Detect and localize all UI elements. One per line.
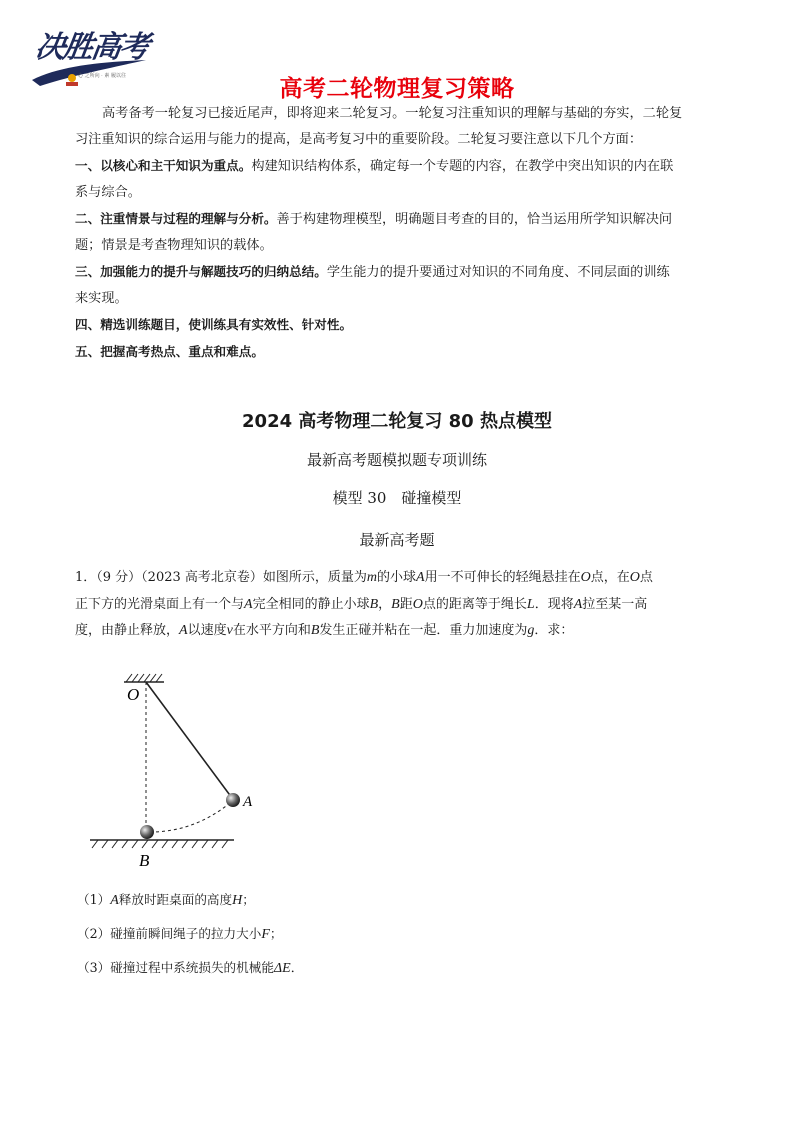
page-title: 高考二轮物理复习策略 bbox=[279, 76, 515, 102]
sub-question: （1）A释放时距桌面的高度H； bbox=[77, 892, 255, 908]
ball-B bbox=[140, 825, 154, 839]
point-item bbox=[75, 206, 725, 233]
point-heading: 四、精选训练题目，使训练具有实效性、针对性。 bbox=[75, 317, 353, 332]
arc-path bbox=[150, 803, 230, 832]
ceiling-hatch bbox=[124, 674, 164, 682]
sub-question: （3）碰撞过程中系统损失的机械能ΔE． bbox=[77, 960, 304, 976]
intro-paragraph bbox=[75, 101, 725, 153]
point-heading: 三、加强能力的提升与解题技巧的归纳总结。 bbox=[75, 264, 327, 279]
logo-text: 决胜高考 bbox=[33, 30, 150, 65]
point-heading: 五、把握高考热点、重点和难点。 bbox=[75, 344, 264, 359]
table-hatch bbox=[90, 840, 234, 848]
point-heading: 一、以核心和主干知识为重点。 bbox=[75, 158, 252, 173]
point-item bbox=[75, 339, 725, 366]
point-text-cont: 来实现。 bbox=[75, 291, 128, 306]
point-item bbox=[75, 312, 725, 339]
pendulum-diagram bbox=[84, 670, 274, 870]
question-1 bbox=[75, 565, 725, 645]
label-O: O bbox=[127, 685, 140, 704]
point-text: 构建知识结构体系，确定每一个专题的内容，在教学中突出知识的内在联 bbox=[251, 159, 674, 174]
question-line: 1．（9 分）（2023 高考北京卷）如图所示，质量为m的小球A用一不可伸长的轻绳悬挂在O点，在O点 bbox=[75, 570, 653, 585]
point-text-cont: 系与综合。 bbox=[75, 185, 141, 200]
point-text-cont: 题；情景是考查物理知识的载体。 bbox=[75, 238, 273, 253]
logo-subtitle: 心 之所向 · 素 履以往 bbox=[78, 73, 126, 79]
sub-question: （2）碰撞前瞬间绳子的拉力大小F； bbox=[77, 926, 283, 942]
intro-line: 高考备考一轮复习已接近尾声，即将迎来二轮复习。一轮复习注重知识的理解与基础的夯实，二轮复 bbox=[102, 106, 683, 121]
ball-A bbox=[226, 793, 240, 807]
label-A: A bbox=[243, 794, 253, 810]
label-B: B bbox=[139, 851, 150, 870]
point-text: 学生能力的提升要通过对知识的不同角度、不同层面的训练 bbox=[326, 265, 670, 280]
sub-questions bbox=[77, 883, 727, 985]
question-line: 度，由静止释放，A以速度v在水平方向和B发生正碰并粘在一起．重力加速度为g．求： bbox=[75, 623, 574, 638]
rope bbox=[146, 682, 232, 798]
strategy-points bbox=[75, 153, 725, 366]
point-item bbox=[75, 259, 725, 286]
intro-line: 习注重知识的综合运用与能力的提高，是高考复习中的重要阶段。二轮复习要注意以下几个方面： bbox=[75, 132, 643, 147]
question-line: 正下方的光滑桌面上有一个与A完全相同的静止小球B，B距O点的距离等于绳长L．现将A拉至某一高 bbox=[75, 596, 648, 612]
point-text: 善于构建物理模型，明确题目考查的目的，恰当运用所学知识解决问 bbox=[276, 212, 673, 227]
section-heading: 2024 高考物理二轮复习 80 热点模型 bbox=[242, 411, 552, 432]
point-item bbox=[75, 153, 725, 180]
point-heading: 二、注重情景与过程的理解与分析。 bbox=[75, 211, 277, 226]
model-title: 模型 30 碰撞模型 bbox=[332, 489, 462, 507]
subsection-title: 最新高考题 bbox=[359, 531, 435, 549]
subheading: 最新高考题模拟题专项训练 bbox=[306, 451, 487, 469]
